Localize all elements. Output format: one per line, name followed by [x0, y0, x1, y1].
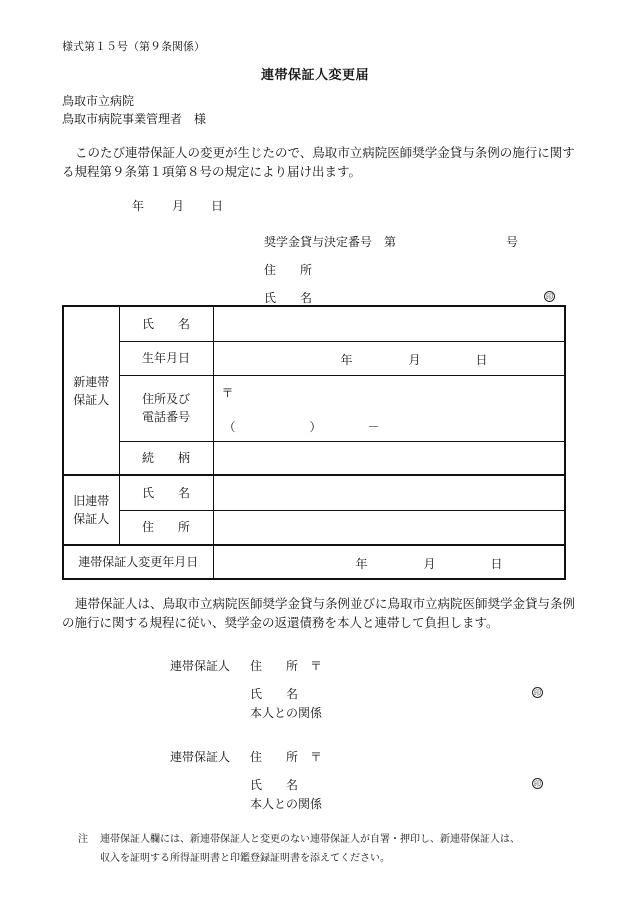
note-line-2: 収入を証明する所得証明書と印鑑登録証明書を添えてください。 [100, 853, 390, 864]
old-group-line-2: 保証人 [73, 512, 110, 526]
intro-paragraph: このたび連帯保証人の変更が生じたので、鳥取市立病院医師奨学金貸与条例の施行に関する規程第９条第１項第８号の規定により届け出ます。 [62, 145, 575, 179]
change-year-unit: 年 [355, 557, 368, 571]
addressee-line-2: 鳥取市病院事業管理者 様 [62, 112, 207, 126]
guarantor-1-address-label: 住 所 〒 [250, 659, 323, 673]
page-title: 連帯保証人変更届 [260, 68, 369, 83]
guarantor-2-relation-label: 本人との関係 [250, 797, 323, 811]
new-guarantor-group-label [63, 306, 119, 475]
change-date-field[interactable] [213, 545, 565, 579]
seal-mark: 印 [534, 780, 541, 788]
applicant-address-label: 住 所 [264, 263, 313, 277]
date-day: 日 [211, 199, 224, 213]
decision-number-suffix: 号 [506, 235, 519, 249]
guarantor-2-label: 連帯保証人 [170, 750, 231, 764]
new-name-label: 氏 名 [119, 306, 213, 341]
birth-date-field[interactable] [213, 341, 565, 375]
address-phone-line-2: 電話番号 [141, 410, 190, 424]
phone-dash: － [367, 420, 380, 434]
new-group-line-1: 新連帯 [73, 374, 110, 389]
old-name-field[interactable] [213, 475, 565, 510]
birth-date-label: 生年月日 [119, 341, 213, 375]
guarantor-2-address-label: 住 所 〒 [250, 750, 323, 764]
old-name-label: 氏 名 [119, 475, 213, 510]
pledge-paragraph: 連帯保証人は、鳥取市立病院医師奨学金貸与条例並びに鳥取市立病院医師奨学金貸与条例の施行に関する規程に従い、奨学金の返還債務を本人と連帯して負担します。 [62, 596, 576, 630]
new-group-line-2: 保証人 [73, 392, 110, 407]
address-phone-field[interactable] [213, 375, 565, 441]
old-address-field[interactable] [213, 510, 565, 545]
guarantor-1-label: 連帯保証人 [170, 659, 231, 673]
decision-number-label: 奨学金貸与決定番号 第 [264, 235, 397, 249]
postal-mark: 〒 [221, 386, 234, 400]
note-mark: 注 [78, 834, 88, 845]
addressee-line-1: 鳥取市立病院 [62, 94, 135, 108]
applicant-name-label: 氏 名 [264, 291, 313, 305]
seal-mark: 印 [546, 293, 553, 301]
change-date-label: 連帯保証人変更年月日 [63, 545, 213, 579]
address-phone-label [119, 375, 213, 441]
change-day-unit: 日 [490, 557, 503, 571]
guarantor-1-relation-label: 本人との関係 [250, 706, 323, 720]
phone-close-paren: ） [309, 420, 322, 434]
birth-day-unit: 日 [475, 353, 488, 367]
phone-open-paren: （ [223, 420, 236, 434]
guarantor-1-name-label: 氏 名 [250, 687, 299, 701]
date-month: 月 [172, 199, 185, 213]
guarantor-2-name-label: 氏 名 [250, 778, 299, 792]
form-number: 様式第１５号（第９条関係） [62, 40, 205, 53]
note-line-1: 連帯保証人欄には、新連帯保証人と変更のない連帯保証人が自署・押印し、新連帯保証人は、 [100, 834, 520, 845]
guarantor-change-table [62, 305, 566, 580]
old-group-line-1: 旧連帯 [73, 494, 110, 508]
birth-month-unit: 月 [408, 353, 421, 367]
change-month-unit: 月 [423, 557, 436, 571]
relation-label: 続 柄 [119, 441, 213, 475]
old-guarantor-group-label [63, 475, 119, 545]
old-address-label: 住 所 [119, 510, 213, 545]
relation-field[interactable] [213, 441, 565, 475]
address-phone-line-1: 住所及び [141, 392, 190, 406]
date-year: 年 [132, 199, 145, 213]
seal-mark: 印 [534, 689, 541, 697]
birth-year-unit: 年 [340, 353, 353, 367]
new-name-field[interactable] [213, 306, 565, 341]
